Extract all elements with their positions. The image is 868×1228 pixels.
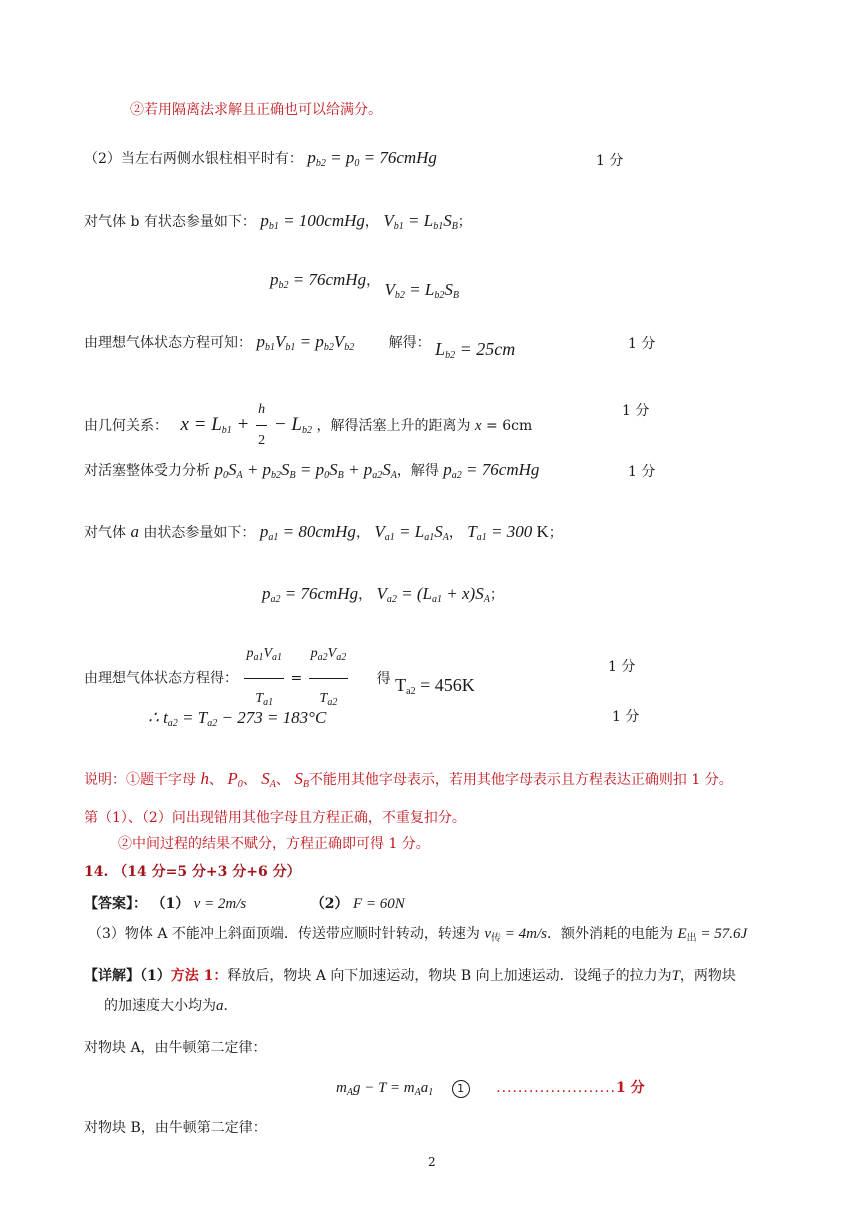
score-5: 1 分	[608, 659, 636, 675]
note-intermediate: ②中间过程的结果不赋分，方程正确即可得 1 分。	[118, 836, 430, 852]
block-b-line: 对物块 B，由牛顿第二定律：	[84, 1120, 267, 1136]
score-4: 1 分	[628, 464, 656, 480]
score-1: 1 分	[596, 153, 624, 169]
answer-line: 【答案】： （1） v = 2m/s （2） F = 60N	[84, 896, 405, 912]
gas-b-line1: 对气体 b 有状态参量如下： $p_{b1}$ = 100cmHg， $V_{b1} = L_{b1}S_B$；	[84, 211, 472, 232]
note-letters: 说明：①题干字母 h、 $P_0$、 $S_A$、 $S_B$不能用其他字母表示，若用其他字母表示且方程表达正确则扣 1 分。	[84, 769, 733, 790]
q14-header: 14. （14 分=5 分+3 分+6 分）	[84, 864, 301, 880]
eq-a-line: $m_Ag - T = m_Aa_1$ 1 ......................1 分	[336, 1080, 645, 1098]
geometry-line: 由几何关系： $x = L_{b1}$ + $\frac{h}{2}$ − $L_{b2}$ ，解得活塞上升的距离为 x = 6cm	[84, 395, 532, 456]
ideal-gas-a: 由理想气体状态方程得： $\frac{p_{a1}V_{a1}}{T_{a1}}$ = $\frac{p_{a2}V_{a2}}{T_{a2}}$ 得 $T_{a2} = 456K$	[84, 634, 475, 723]
score-2: 1 分	[628, 336, 656, 352]
part2-line: （2）当左右两侧水银柱相平时有： $p_{b2} = p_0$ = 76cmHg	[84, 148, 437, 169]
gas-b-line2: $p_{b2}$ = 76cmHg， $V_{b2} = L_{b2}S_B$	[270, 270, 459, 301]
circle-one-icon: 1	[452, 1080, 470, 1098]
piston-line: 对活塞整体受力分析 $p_0S_A + p_{b2}S_B = p_0S_B + p_{a2}S_A$，解得 $p_{a2}$ = 76cmHg	[84, 460, 540, 481]
note-repeat: 第（1）、（2）问出现错用其他字母且方程正确，不重复扣分。	[84, 810, 466, 826]
score-3: 1 分	[622, 403, 650, 419]
temp-line: ∴ $t_{a2} = T_{a2} - 273 = 183^\circ C$	[148, 708, 327, 729]
detail-line2: 的加速度大小均为a．	[104, 998, 238, 1014]
gas-a-line1: 对气体 a 由状态参量如下： $p_{a1}$ = 80cmHg， $V_{a1} = L_{a1}S_A$， $T_{a1} = 300$ K；	[84, 522, 563, 543]
answer3-line: （3）物体 A 不能冲上斜面顶端．传送带应顺时针转动，转速为 $v_传 = 4m/s$．额外消耗的电能为 $E_出 = 57.6J$	[88, 926, 748, 944]
note-isolation: ②若用隔离法求解且正确也可以给满分。	[130, 102, 382, 118]
page-number: 2	[428, 1155, 436, 1169]
score-6: 1 分	[612, 709, 640, 725]
detail-line1: 【详解】（1）方法 1：释放后，物块 A 向下加速运动，物块 B 向上加速运动．设绳子的拉力为T，两物块	[84, 968, 736, 984]
block-a-line: 对物块 A，由牛顿第二定律：	[84, 1040, 267, 1056]
ideal-gas-b: 由理想气体状态方程可知： $p_{b1}V_{b1} = p_{b2}V_{b2}$ 解得： $L_{b2} = 25cm$	[84, 332, 516, 361]
gas-a-line2: $p_{a2}$ = 76cmHg， $V_{a2} = (L_{a1} + x)S_A$；	[262, 584, 504, 605]
